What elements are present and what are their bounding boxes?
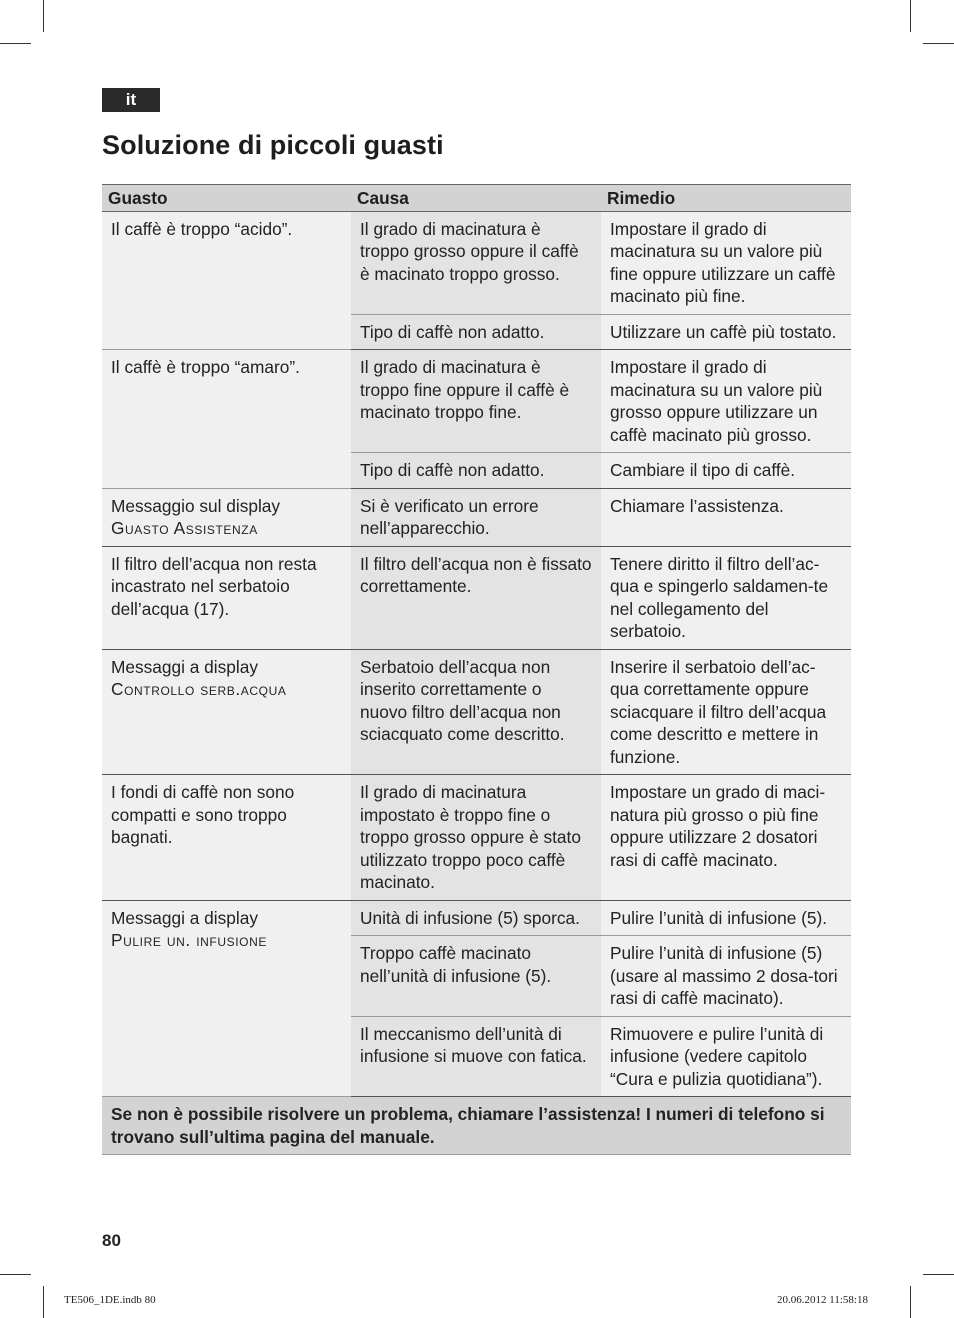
- guasto-cell: [102, 775, 351, 901]
- table-row: [102, 488, 851, 546]
- rimedio-cell: Cambiare il tipo di caffè.: [601, 453, 851, 489]
- table-row: [102, 649, 851, 775]
- causa-cell: Si è verificato un errore nell’apparecchio.: [351, 488, 601, 546]
- print-slug-file: TE506_1DE.indb 80: [64, 1294, 156, 1306]
- guasto-cell: [102, 900, 351, 1097]
- column-header-rimedio: Rimedio: [601, 185, 851, 212]
- crop-mark: [923, 43, 954, 44]
- guasto-text: Messaggio sul display: [111, 495, 281, 516]
- rimedio-cell: Chiamare l’assistenza.: [601, 488, 851, 546]
- causa-cell: Il grado di macinatura è troppo grosso oppure il caffè è macinato troppo grosso.: [351, 211, 601, 314]
- crop-mark: [43, 1286, 44, 1318]
- crop-mark: [0, 1274, 31, 1275]
- table-row: [102, 775, 851, 901]
- crop-mark: [923, 1274, 954, 1275]
- display-message: Pulire un. infusione: [111, 930, 267, 950]
- rimedio-cell: Rimuovere e pulire l’unità di infusione (vedere capitolo “Cura e pulizia quotidiana”).: [601, 1016, 851, 1097]
- display-message: Guasto Assistenza: [111, 518, 258, 538]
- guasto-cell: [102, 546, 351, 649]
- rimedio-cell: Inserire il serbatoio dell’ac-qua correttamente oppure sciacquare il filtro dell’acqua come descritto e mettere in funzione.: [601, 649, 851, 775]
- page-number: 80: [102, 1231, 121, 1250]
- table-row: [102, 546, 851, 649]
- language-badge: it: [102, 88, 160, 112]
- rimedio-cell: Pulire l’unità di infusione (5).: [601, 900, 851, 936]
- rimedio-cell: Tenere diritto il filtro dell’ac-qua e spingerlo saldamen-te nel collegamento del serbatoio.: [601, 546, 851, 649]
- guasto-cell: [102, 350, 351, 489]
- guasto-cell: [102, 488, 351, 546]
- rimedio-cell: Impostare il grado di macinatura su un valore più grosso oppure utilizzare un caffè macinato più grosso.: [601, 350, 851, 453]
- guasto-text: Il caffè è troppo “amaro”.: [111, 357, 300, 377]
- guasto-text: Il caffè è troppo “acido”.: [111, 218, 293, 239]
- causa-cell: Il filtro dell’acqua non è fissato correttamente.: [351, 546, 601, 649]
- column-header-guasto: Guasto: [102, 185, 351, 212]
- guasto-cell: [102, 211, 351, 350]
- rimedio-cell: Impostare il grado di macinatura su un valore più fine oppure utilizzare un caffè macinato più fine.: [601, 211, 851, 314]
- causa-cell: Il grado di macinatura è troppo fine oppure il caffè è macinato troppo fine.: [351, 350, 601, 453]
- rimedio-cell: Utilizzare un caffè più tostato.: [601, 314, 851, 350]
- guasto-text: Messaggi a display: [111, 656, 258, 677]
- causa-cell: Unità di infusione (5) sporca.: [351, 900, 601, 936]
- footer-note: Se non è possibile risolvere un problema, chiamare l’assistenza! I numeri di telefono si trovano sull’ultima pagina del manuale.: [102, 1097, 851, 1155]
- causa-cell: Il meccanismo dell’unità di infusione si muove con fatica.: [351, 1016, 601, 1097]
- causa-cell: Tipo di caffè non adatto.: [351, 314, 601, 350]
- crop-mark: [0, 43, 31, 44]
- rimedio-cell: Pulire l’unità di infusione (5) (usare al massimo 2 dosa-tori rasi di caffè macinato).: [601, 936, 851, 1017]
- rimedio-cell: Impostare un grado di maci-natura più grosso o più fine oppure utilizzare 2 dosatori rasi di caffè macinato.: [601, 775, 851, 901]
- table-row: [102, 211, 851, 314]
- causa-cell: Tipo di caffè non adatto.: [351, 453, 601, 489]
- table-header-row: [102, 185, 851, 212]
- table-row: [102, 900, 851, 936]
- footer-note-row: [102, 1097, 851, 1155]
- causa-cell: Il grado di macinatura impostato è troppo fine o troppo grosso oppure è stato utilizzato troppo poco caffè macinato.: [351, 775, 601, 901]
- guasto-cell: [102, 649, 351, 775]
- troubleshooting-table: [102, 184, 851, 1155]
- guasto-text: Messaggi a display: [111, 907, 258, 928]
- guasto-text: I fondi di caffè non sono compatti e sono troppo bagnati.: [111, 782, 295, 847]
- crop-mark: [43, 0, 44, 32]
- display-message: Controllo serb.acqua: [111, 679, 287, 699]
- print-slug-date: 20.06.2012 11:58:18: [777, 1294, 868, 1306]
- causa-cell: Serbatoio dell’acqua non inserito correttamente o nuovo filtro dell’acqua non sciacquato come descritto.: [351, 649, 601, 775]
- causa-cell: Troppo caffè macinato nell’unità di infusione (5).: [351, 936, 601, 1017]
- column-header-causa: Causa: [351, 185, 601, 212]
- crop-mark: [910, 1286, 911, 1318]
- table-row: [102, 350, 851, 453]
- page-title: Soluzione di piccoli guasti: [102, 130, 444, 160]
- guasto-text: Il filtro dell’acqua non resta incastrato nel serbatoio dell’acqua (17).: [111, 553, 317, 619]
- crop-mark: [910, 0, 911, 32]
